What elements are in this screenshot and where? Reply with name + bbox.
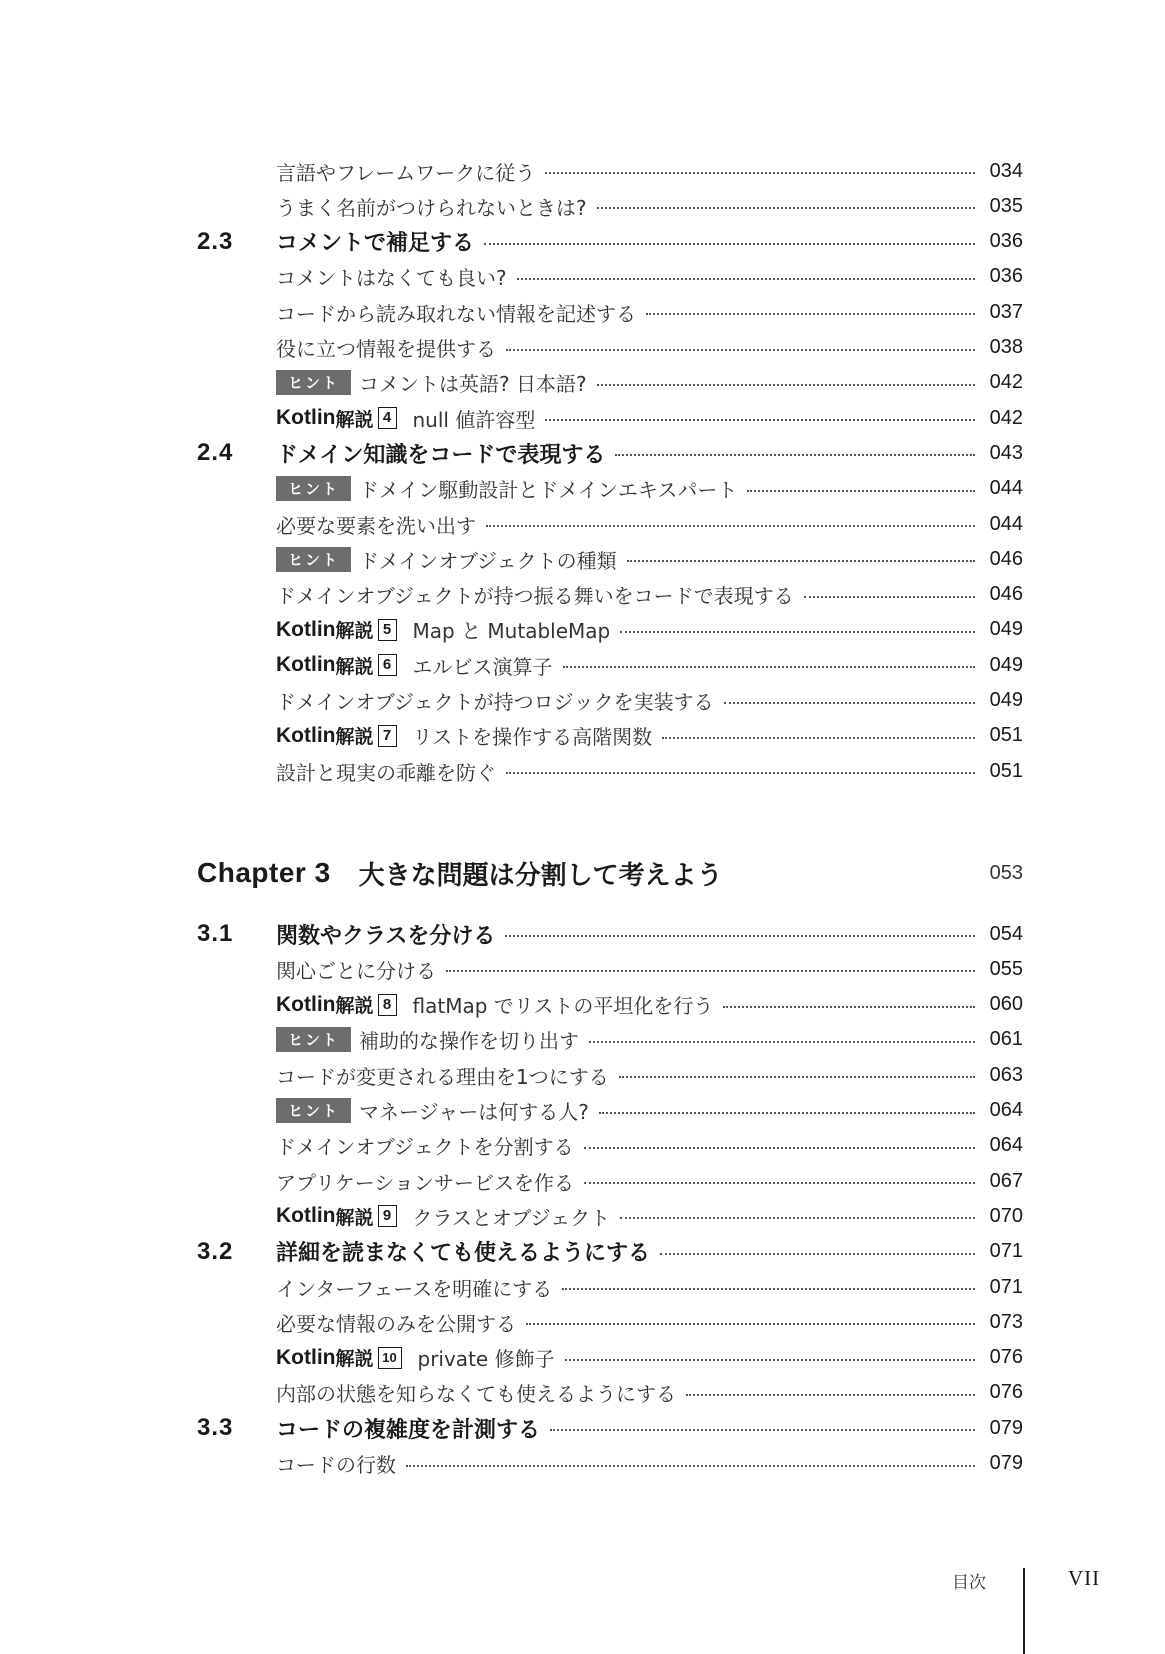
leader-dots: [505, 935, 975, 937]
toc-entry-sub[interactable]: [0, 1305, 1165, 1339]
kotlin-prefix-ja: 解説: [335, 620, 374, 643]
leader-dots: [660, 1253, 975, 1255]
toc-entry-sub[interactable]: [0, 189, 1165, 223]
toc-entry-body: [276, 192, 1023, 221]
page-number: 073: [989, 1310, 1023, 1333]
entry-label: コメントは英語? 日本語?: [359, 372, 587, 397]
leader-dots: [545, 419, 975, 421]
leader-dots: [724, 702, 975, 704]
toc-entry-sub[interactable]: [0, 1164, 1165, 1198]
toc-entry-kotlin[interactable]: [0, 401, 1165, 435]
entry-label: エルビス演算子: [412, 654, 553, 679]
entry-label: コードの複雑度を計測する: [276, 1417, 541, 1443]
toc-entry-body: [276, 333, 1023, 362]
page-number: 049: [989, 689, 1023, 711]
toc-entry-section[interactable]: [0, 225, 1165, 259]
entry-label: クラスとオブジェクト: [412, 1205, 611, 1230]
leader-dots: [620, 1217, 975, 1219]
toc-entry-kotlin[interactable]: [0, 988, 1165, 1022]
page-number: 054: [989, 922, 1023, 945]
entry-label: 関数やクラスを分ける: [276, 923, 496, 949]
toc-entry-body: [276, 615, 1023, 644]
entry-label: 詳細を読まなくても使えるようにする: [276, 1241, 651, 1267]
toc-entry-sub[interactable]: [0, 1270, 1165, 1304]
leader-dots: [545, 172, 975, 174]
page-number: 043: [989, 441, 1023, 464]
toc-entry-body: [276, 1308, 1023, 1337]
entry-label: ドメインオブジェクトが持つ振る舞いをコードで表現する: [276, 584, 794, 609]
toc-entry-hint[interactable]: [0, 542, 1165, 576]
kotlin-number-box: 8: [378, 994, 397, 1016]
toc-entry-body: [276, 1025, 1023, 1054]
page-number: 042: [989, 406, 1023, 429]
leader-dots: [406, 1465, 975, 1467]
toc-entry-body: [276, 545, 1023, 574]
page-number: 051: [989, 759, 1023, 782]
entry-label: 設計と現実の乖離を防ぐ: [276, 760, 496, 785]
toc-entry-sub[interactable]: [0, 1447, 1165, 1481]
toc-entry-kotlin[interactable]: [0, 719, 1165, 753]
footer-divider: [1023, 1568, 1025, 1654]
leader-dots: [446, 970, 975, 972]
footer-label: 目次: [952, 1573, 986, 1593]
page-number: 055: [989, 957, 1023, 980]
page-number: 038: [989, 336, 1023, 358]
kotlin-prefix: Kotlin: [276, 653, 336, 677]
section-number: 3.1: [197, 920, 234, 947]
entry-label: ドメインオブジェクトが持つロジックを実装する: [276, 690, 714, 714]
toc-entry-body: [276, 651, 1023, 680]
kotlin-number-box: 5: [378, 619, 397, 641]
toc-entry-body: [276, 757, 1023, 786]
page-number: 071: [989, 1240, 1023, 1263]
chapter-heading[interactable]: [197, 853, 1023, 893]
leader-dots: [565, 1359, 975, 1361]
toc-entry-sub[interactable]: [0, 578, 1165, 612]
leader-dots: [747, 490, 975, 492]
leader-dots: [589, 1041, 975, 1043]
hint-badge: ヒント: [276, 1027, 351, 1052]
kotlin-prefix: Kotlin: [276, 723, 336, 747]
toc-entry-body: [276, 1413, 1023, 1444]
entry-label: null 値許容型: [412, 407, 536, 432]
section-number: 3.2: [197, 1237, 234, 1265]
entry-label: ドメイン知識をコードで表現する: [276, 442, 606, 468]
entry-label: 役に立つ情報を提供する: [276, 337, 496, 361]
kotlin-prefix: Kotlin: [276, 992, 336, 1016]
entry-label: リストを操作する高階関数: [412, 725, 653, 750]
page-number: 079: [989, 1452, 1023, 1474]
leader-dots: [597, 207, 975, 209]
toc-entry-body: [276, 298, 1023, 327]
toc-entry-body: [276, 1236, 1023, 1267]
toc-entry-body: [276, 157, 1023, 186]
leader-dots: [620, 631, 975, 633]
leader-dots: [662, 737, 975, 739]
page-number: 036: [989, 265, 1023, 288]
toc-entry-body: [276, 1378, 1023, 1407]
toc-entry-body: [276, 686, 1023, 715]
entry-label: ドメインオブジェクトの種類: [359, 548, 617, 573]
page-number: 036: [989, 230, 1023, 253]
kotlin-number-box: 10: [378, 1347, 402, 1369]
page-number: 044: [989, 477, 1023, 500]
toc-entry-body: [276, 580, 1023, 609]
entry-label: flatMap でリストの平坦化を行う: [412, 994, 714, 1019]
leader-dots: [584, 1147, 975, 1149]
toc-entry-kotlin[interactable]: [0, 1341, 1165, 1375]
page-number: 051: [989, 724, 1023, 747]
page-number: 046: [989, 583, 1023, 606]
toc-entry-body: [276, 474, 1023, 503]
toc-entry-body: [276, 919, 1023, 950]
leader-dots: [562, 1288, 975, 1290]
toc-entry-sub[interactable]: [0, 154, 1165, 188]
page-number: 070: [989, 1204, 1023, 1227]
page-number: 076: [989, 1346, 1023, 1369]
toc-entry-sub[interactable]: [0, 1058, 1165, 1092]
page-number: 044: [989, 512, 1023, 535]
leader-dots: [599, 1112, 975, 1114]
toc-entry-hint[interactable]: [0, 1094, 1165, 1128]
entry-label: Map と MutableMap: [412, 619, 611, 644]
entry-label: 関心ごとに分ける: [276, 958, 436, 983]
toc-entry-sub[interactable]: [0, 952, 1165, 986]
toc-entry-body: [276, 1061, 1023, 1090]
toc-entry-body: [276, 404, 1023, 433]
toc-entry-section[interactable]: [0, 1235, 1165, 1269]
entry-label: 必要な情報のみを公開する: [276, 1311, 516, 1336]
toc-entry-body: [276, 1449, 1023, 1478]
kotlin-prefix: Kotlin: [276, 406, 336, 430]
leader-dots: [723, 1006, 975, 1008]
entry-label: 必要な要素を洗い出す: [276, 513, 476, 538]
toc-entry-sub[interactable]: [0, 507, 1165, 541]
entry-label: ドメイン駆動設計とドメインエキスパート: [359, 478, 738, 503]
entry-label: インターフェースを明確にする: [276, 1276, 553, 1301]
toc-entry-body: [276, 438, 1023, 469]
entry-label: 言語やフレームワークに従う: [276, 160, 536, 185]
kotlin-prefix: Kotlin: [276, 617, 336, 641]
toc-entry-body: [276, 955, 1023, 984]
toc-entry-body: [276, 990, 1023, 1019]
page-number: 035: [989, 194, 1023, 217]
kotlin-prefix: Kotlin: [276, 1345, 336, 1369]
toc-entry-body: [276, 721, 1023, 750]
leader-dots: [563, 666, 976, 668]
leader-dots: [646, 313, 975, 315]
toc-entry-sub[interactable]: [0, 754, 1165, 788]
page-number: 061: [989, 1028, 1023, 1051]
footer-page-number: VII: [1068, 1566, 1101, 1590]
toc-entry-kotlin[interactable]: [0, 1199, 1165, 1233]
leader-dots: [550, 1429, 975, 1431]
toc-entry-body: [276, 1202, 1023, 1231]
leader-dots: [804, 596, 975, 598]
kotlin-prefix-ja: 解説: [335, 995, 374, 1018]
entry-label: アプリケーションサービスを作る: [276, 1170, 574, 1195]
entry-label: コードの行数: [276, 1453, 396, 1477]
toc-entry-section[interactable]: [0, 917, 1165, 951]
page-number: 076: [989, 1381, 1023, 1404]
entry-label: 内部の状態を知らなくても使えるようにする: [276, 1382, 676, 1407]
leader-dots: [597, 384, 975, 386]
page-number: 071: [989, 1275, 1023, 1298]
entry-label: コメントで補足する: [276, 231, 475, 257]
entry-label: コメントはなくても良い?: [276, 266, 507, 291]
toc-entry-sub[interactable]: [0, 295, 1165, 329]
page-number: 046: [989, 547, 1023, 570]
kotlin-prefix-ja: 解説: [335, 726, 374, 749]
kotlin-prefix-ja: 解説: [335, 1348, 374, 1371]
toc-entry-body: [276, 510, 1023, 539]
toc-entry-hint[interactable]: [0, 472, 1165, 506]
page-number: 049: [989, 618, 1023, 641]
leader-dots: [506, 349, 975, 351]
hint-badge: ヒント: [276, 370, 351, 395]
chapter-page-number: 053: [989, 861, 1023, 884]
page-number: 079: [989, 1416, 1023, 1439]
kotlin-prefix-ja: 解説: [335, 655, 374, 678]
page-number: 049: [989, 653, 1023, 676]
leader-dots: [517, 278, 975, 280]
leader-dots: [486, 525, 975, 527]
page-number: 037: [989, 300, 1023, 323]
kotlin-number-box: 7: [378, 725, 397, 747]
chapter-title: 大きな問題は分割して考えよう: [358, 860, 723, 891]
toc-entry-sub[interactable]: [0, 331, 1165, 365]
entry-label: マネージャーは何する人?: [359, 1100, 589, 1124]
kotlin-prefix-ja: 解説: [335, 408, 374, 431]
toc-entry-sub[interactable]: [0, 260, 1165, 294]
entry-label: 補助的な操作を切り出す: [359, 1029, 580, 1054]
toc-entry-body: [276, 1167, 1023, 1196]
leader-dots: [627, 560, 975, 562]
section-number: 2.3: [197, 227, 234, 255]
toc-entry-hint[interactable]: [0, 1023, 1165, 1057]
toc-entry-body: [276, 1273, 1023, 1302]
page-number: 063: [989, 1063, 1023, 1086]
leader-dots: [619, 1076, 975, 1078]
entry-label: private 修飾子: [417, 1347, 555, 1372]
page-number: 060: [989, 993, 1023, 1016]
toc-entry-body: [276, 1096, 1023, 1125]
toc-entry-body: [276, 1131, 1023, 1160]
leader-dots: [484, 243, 975, 245]
toc-entry-body: [276, 262, 1023, 291]
toc-entry-sub[interactable]: [0, 1376, 1165, 1410]
entry-label: コードから読み取れない情報を記述する: [276, 301, 636, 326]
entry-label: コードが変更される理由を1つにする: [276, 1064, 609, 1089]
toc-entry-kotlin[interactable]: [0, 613, 1165, 647]
entry-label: ドメインオブジェクトを分割する: [276, 1135, 574, 1160]
chapter-label: Chapter 3: [197, 857, 331, 888]
toc-entry-sub[interactable]: [0, 1129, 1165, 1163]
section-number: 3.3: [197, 1414, 234, 1442]
hint-badge: ヒント: [276, 1098, 351, 1123]
toc-entry-section[interactable]: [0, 1411, 1165, 1445]
kotlin-prefix-ja: 解説: [335, 1206, 374, 1229]
hint-badge: ヒント: [276, 547, 351, 572]
kotlin-number-box: 6: [378, 654, 397, 676]
leader-dots: [526, 1323, 975, 1325]
page-number: 042: [989, 371, 1023, 394]
leader-dots: [584, 1182, 975, 1184]
page-number: 034: [989, 159, 1023, 182]
kotlin-number-box: 9: [378, 1205, 397, 1227]
page-number: 067: [989, 1169, 1023, 1192]
toc-entry-body: [276, 1343, 1023, 1372]
toc-entry-section[interactable]: [0, 436, 1165, 470]
section-number: 2.4: [197, 439, 234, 467]
leader-dots: [686, 1394, 975, 1396]
leader-dots: [506, 772, 975, 774]
hint-badge: ヒント: [276, 476, 351, 501]
toc-entry-sub[interactable]: [0, 684, 1165, 718]
toc-entry-hint[interactable]: [0, 366, 1165, 400]
toc-entry-kotlin[interactable]: [0, 648, 1165, 682]
leader-dots: [615, 454, 975, 456]
kotlin-number-box: 4: [378, 407, 397, 429]
toc-entry-body: [276, 368, 1023, 397]
page-number: 064: [989, 1099, 1023, 1121]
toc-entry-body: [276, 226, 1023, 257]
page-number: 064: [989, 1134, 1023, 1157]
entry-label: うまく名前がつけられないときは?: [276, 195, 587, 220]
kotlin-prefix: Kotlin: [276, 1204, 336, 1228]
